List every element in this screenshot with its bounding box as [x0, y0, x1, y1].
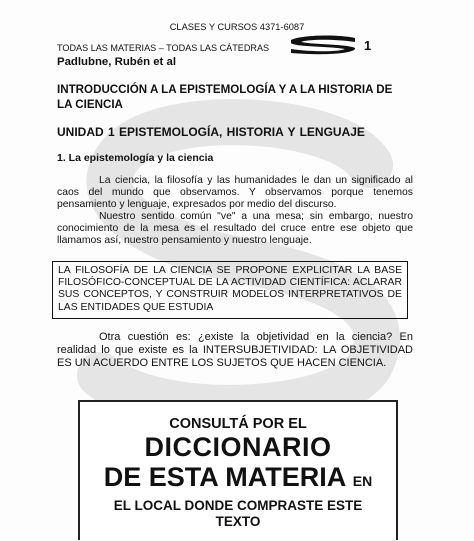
highlight-box: LA FILOSOFÍA DE LA CIENCIA SE PROPONE EXPLICITAR LA BASE FILOSÓFICO-CONCEPTUAL DE LA ACTIVIDAD CIENTÍFICA: ACLARAR SUS CONCEPTOS, Y CONSTRUIR MODELOS INTERPRETATIVOS DE LAS ENTIDADES QUE ESTUDIA: [52, 261, 408, 319]
document-title: [57, 82, 427, 112]
paragraph-3: Otra cuestión es: ¿existe la objetividad en la ciencia? En realidad lo que existe es la INTERSUBJETIVIDAD: LA OBJETIVIDAD ES UN ACUERDO ENTRE LOS SUJETOS QUE HACEN CIENCIA.: [57, 331, 413, 369]
course-line: CLASES Y CURSOS 4371-6087: [169, 22, 305, 32]
title-line-1: INTRODUCCIÓN A LA EPISTEMOLOGÍA Y A LA HISTORIA DE: [57, 83, 393, 96]
authors: Padlubne, Rubén et al: [57, 56, 176, 68]
ad-line-1: CONSULTÁ POR EL: [169, 416, 307, 432]
ad-line-5-text: TEXTO: [215, 514, 261, 529]
section-heading: 1. La epistemología y la ciencia: [57, 152, 214, 164]
ad-line-2: DICCIONARIO: [144, 432, 332, 462]
ad-line-3-suffix: EN: [352, 473, 373, 489]
ad-line-3: [80, 462, 396, 493]
s-logo-icon: [287, 34, 359, 56]
paragraph-2: Nuestro sentido común "ve" a una mesa; sin embargo, nuestro conocimiento de la mesa es el resultado del cruce entre ese objeto que llamamos así, nuestro pensamiento y nuestro lenguaje.: [57, 211, 413, 246]
catalog-line: TODAS LAS MATERIAS – TODAS LAS CÁTEDRAS: [57, 43, 270, 53]
ad-line-4-text: EL LOCAL DONDE COMPRASTE ESTE: [113, 498, 363, 513]
dictionary-ad-box: [78, 400, 398, 540]
paragraph-1: La ciencia, la filosofía y las humanidades le dan un significado al caos del mundo que observamos. Y observamos porque tenemos pensamiento y lenguaje, expresados por medio del discurso.: [57, 175, 413, 210]
unit-heading: UNIDAD 1 EPISTEMOLOGÍA, HISTORIA Y LENGUAJE: [57, 125, 365, 139]
page-number: 1: [364, 38, 372, 53]
ad-line-3-main: DE ESTA MATERIA: [103, 462, 346, 492]
ad-line-4: [80, 498, 396, 530]
title-line-2: LA CIENCIA: [57, 98, 123, 111]
